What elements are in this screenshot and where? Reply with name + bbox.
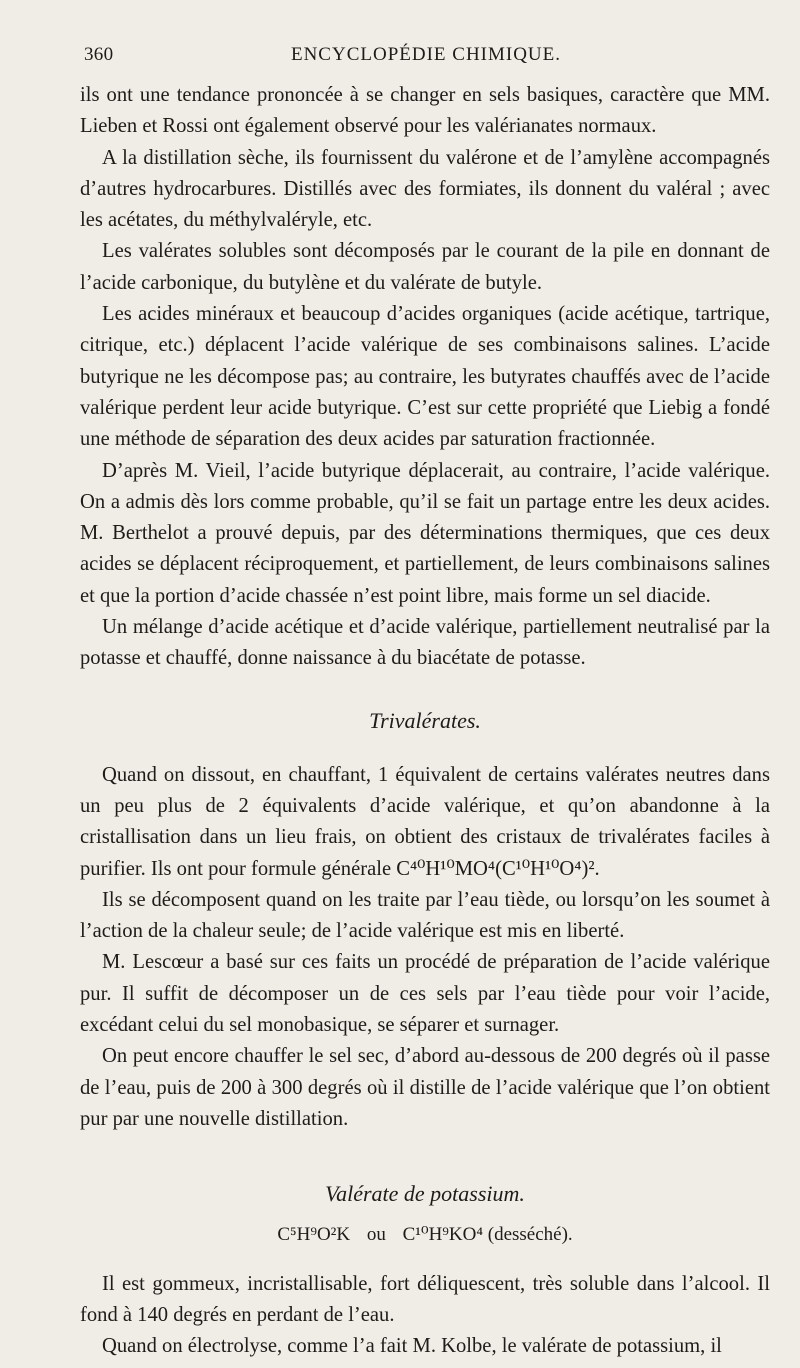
formula-a: C⁵H⁹O²K — [277, 1224, 351, 1246]
paragraph: ils ont une tendance prononcée à se changer en sels basiques, caractère que MM. Lieben et Rossi ont également observé pour les valérianates normaux. — [80, 84, 770, 138]
section-heading-potassium: Valérate de potassium. — [325, 1181, 525, 1207]
paragraph: A la distillation sèche, ils fournissent du valérone et de l’amylène accompagnés d’autres hydrocarbures. Distillés avec des formiates, ils donnent du valéral ; avec les acétates, du méthylvaléryle, etc. — [80, 146, 770, 232]
paragraph: D’après M. Vieil, l’acide butyrique déplacerait, au contraire, l’acide valérique. On a admis dès lors comme probable, qu’il se fait un partage entre les deux acides. M. Berthelot a prouvé depuis, par des déterminations thermiques, que ces deux acides se déplacent réciproquement, et partiellement, de leurs combinaisons salines et que la portion d’acide chassée n’est point libre, mais forme un sel diacide. — [80, 459, 770, 607]
section-heading-trivalerates: Trivalérates. — [369, 707, 481, 733]
formula-line — [80, 1219, 770, 1250]
paragraph-text: Quand on dissout, en chauffant, 1 équivalent de certains valérates neutres dans un peu plus de 2 équivalents d’acide valérique, et qu’on abandonne à la cristallisation dans un lieu frais, on obtient des cristaux de trivalérates faciles à purifier. Ils ont pour formule générale — [80, 763, 770, 880]
paragraph: On peut encore chauffer le sel sec, d’abord au-dessous de 200 degrés où il passe de l’eau, puis de 200 à 300 degrés où il distille de l’acide valérique que l’on obtient pur par une nouvelle distillation. — [80, 1045, 770, 1130]
paragraph: Les acides minéraux et beaucoup d’acides organiques (acide acétique, tartrique, citrique, etc.) déplacent l’acide valérique de ses combinaisons salines. L’acide butyrique ne les décompose pas; au contraire, les butyrates chauffés avec de l’acide valérique perdent leur acide butyrique. C’est sur cette propriété que Liebig a fondé une méthode de séparation des deux acides par saturation fractionnée. — [80, 303, 770, 451]
general-formula: C⁴⁰H¹⁰MO⁴(C¹⁰H¹⁰O⁴)². — [396, 857, 600, 880]
page-number: 360 — [84, 44, 114, 65]
paragraph: Un mélange d’acide acétique et d’acide valérique, partiellement neutralisé par la potasse et chauffé, donne naissance à du biacétate de potasse. — [80, 616, 770, 670]
running-title: ENCYCLOPÉDIE CHIMIQUE. — [290, 44, 562, 65]
formula-separator: ou — [366, 1224, 386, 1246]
paragraph: Quand on électrolyse, comme l’a fait M. Kolbe, le valérate de potassium, il — [102, 1335, 722, 1358]
paragraph — [80, 760, 770, 885]
paragraph: Il est gommeux, incristallisable, fort déliquescent, très soluble dans l’alcool. Il fond à 140 degrés en perdant de l’eau. — [80, 1272, 770, 1326]
paragraph: M. Lescœur a basé sur ces faits un procédé de préparation de l’acide valérique pur. Il suffit de décomposer un de ces sels par l’eau tiède pour voir l’acide, excédant celui du sel monobasique, se séparer et surnager. — [80, 951, 770, 1037]
page-body — [80, 80, 770, 1362]
formula-b: C¹⁰H⁹KO⁴ (desséché). — [402, 1224, 573, 1246]
paragraph: Ils se décomposent quand on les traite par l’eau tiède, ou lorsqu’on les soumet à l’action de la chaleur seule; de l’acide valérique est mis en liberté. — [80, 888, 770, 943]
page-header — [84, 40, 768, 70]
paragraph: Les valérates solubles sont décomposés par le courant de la pile en donnant de l’acide carbonique, du butylène et du valérate de butyle. — [80, 240, 770, 294]
